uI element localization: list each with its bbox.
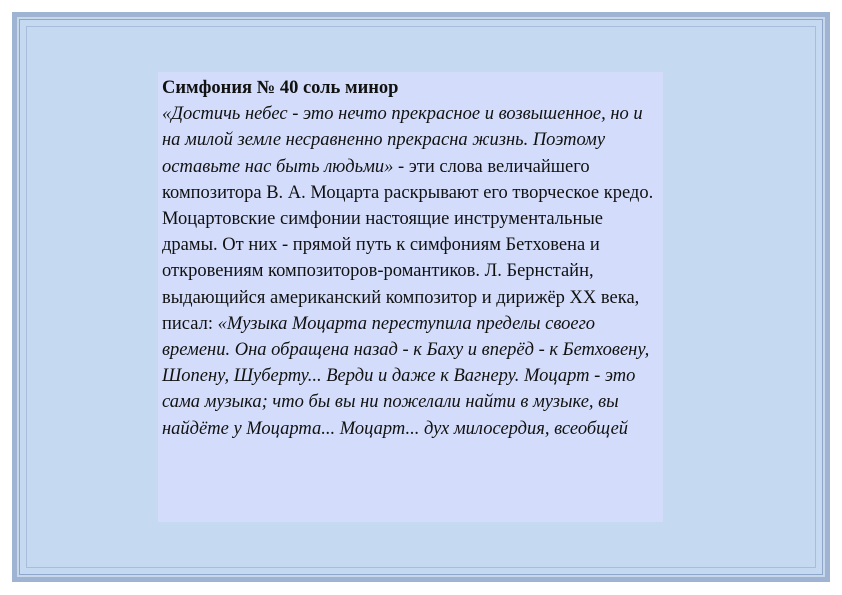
text-box	[158, 72, 663, 522]
quote-bernstein: «Музыка Моцарта переступила пределы своего времени. Она обращена назад - к Баху и вперёд - к Бетховену, Шопену, Шуберту... Верди и даже к Вагнеру. Моцарт - это сама музыка; что бы вы ни пожелали найти в музыке, вы найдёте у Моцарта... Моцарт... дух милосердия, всеобщей	[162, 313, 650, 439]
document-title: Симфония № 40 соль минор	[162, 78, 399, 98]
document-body	[162, 101, 659, 442]
quote-mozart: «Достичь небес - это нечто прекрасное и возвышенное, но и на милой земле несравненно прекрасна жизнь. Поэтому оставьте нас быть людьми»	[162, 104, 643, 177]
body-text-main: - эти слова величайшего композитора В. А. Моцарта раскрывают его творческое кредо. Моцартовские симфонии настоящие инструментальные драмы. От них - прямой путь к симфониям Бетховена и откровениям композиторов-романтиков. Л. Бернстайн, выдающийся американский композитор и дирижёр XX века, писал:	[162, 156, 654, 334]
